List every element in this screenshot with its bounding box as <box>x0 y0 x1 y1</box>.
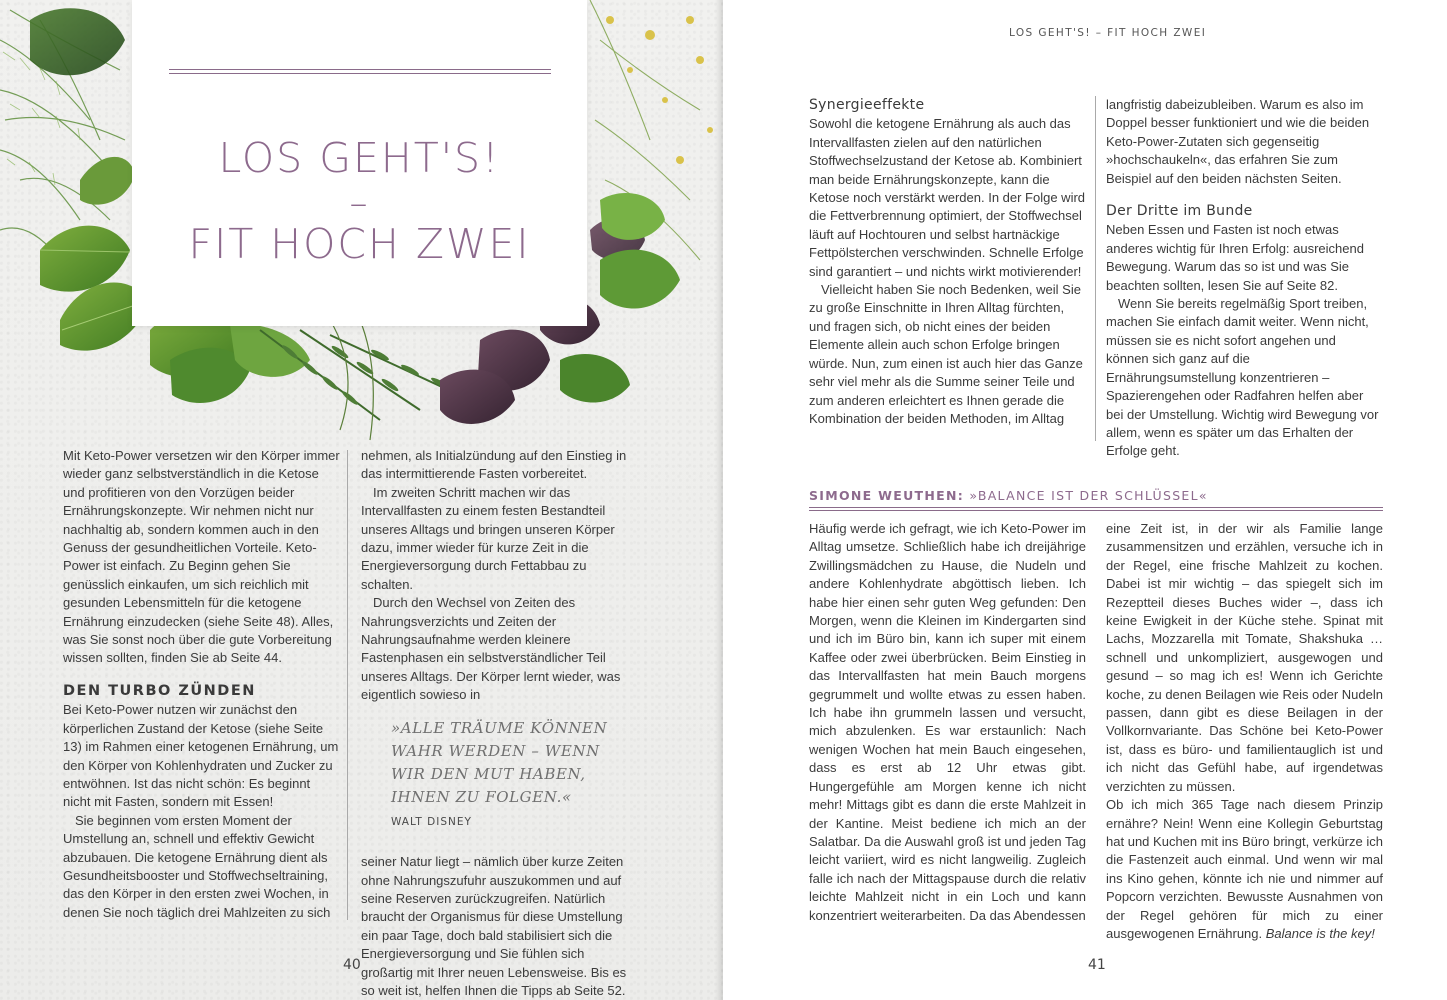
right-column-1 <box>809 96 1087 428</box>
paragraph: Sie beginnen vom ersten Moment der Umstellung an, schnell und effektiv Gewicht abzubauen. Die ketogene Ernährung dient als Gesundheitsbooster und Stoffwechseltraining, das den Körper in den ersten zwei Wochen, in denen Sie noch täglich drei Mahlzeiten zu sich <box>63 812 331 920</box>
subheading-synergy: Synergieeffekte <box>809 97 925 113</box>
paragraph-text: Ob ich mich 365 Tage nach diesem Prinzip ernähre? Nein! Wenn eine Kollegin Geburtstag hat und Kuchen mit ins Büro bringt, verkürze ich die Fastenzeit auch einmal. Und wenn wir mal ins Kino gehen, könnte ich nie und nimmer auf Popcorn verzichten. Bewusste Ausnahmen von der Regel gehören für mich zu einer ausgewogenen Ernährung. <box>1106 797 1383 941</box>
paragraph: Sowohl die ketogene Ernährung als auch das Intervallfasten zielen auf den natürlichen Stoffwechselzustand der Ketose ab. Kombiniert man beide Ernährungskonzepte, kann die Ketose noch verstärkt werden. In der Folge wird die Fettverbrennung optimiert, der Stoffwechsel läuft auf Hochtouren und selbst hartnäckige Fettpölsterchen verschwinden. Schnelle Erfolge sind garantiert – und nichts wirkt motivierender! <box>809 116 1086 279</box>
chapter-title-card <box>132 0 587 326</box>
box-author: SIMONE WEUTHEN: <box>809 488 965 503</box>
paragraph: Wenn Sie bereits regelmäßig Sport treiben, machen Sie einfach damit weiter. Wenn nicht, müssen sie es nicht sofort angehen und können sich ganz auf die Ernährungsumstellung konzentrieren – Spazierengehen oder Radfahren helfen aber bei der Umstellung. Wichtig wird Bewegung vor allem, wenn es später um das Erhalten der Erfolge geht. <box>1106 296 1379 459</box>
box-column-2 <box>1106 520 1383 943</box>
page-number-left: 40 <box>343 957 361 973</box>
box-heading <box>809 488 1383 503</box>
left-page <box>0 0 723 1000</box>
paragraph: Im zweiten Schritt machen wir das Intervallfasten zu einem festen Bestandteil unseres Alltags und bringen unseren Körper dazu, immer wieder für kurze Zeit in die Energieversorgung durch Fettabbau zu schalten. <box>361 484 615 592</box>
section-heading-turbo: DEN TURBO ZÜNDEN <box>63 682 256 699</box>
paragraph: nehmen, als Initialzündung auf den Einstieg in das intermittierende Fasten vorbereitet. <box>361 448 627 482</box>
right-column-2 <box>1106 96 1382 461</box>
paragraph: Neben Essen und Fasten ist noch etwas anderes wichtig für Ihren Erfolg: ausreichend Bewegung. Warum das so ist und was Sie beachten sollten, lesen Sie auf Seite 82. <box>1106 222 1364 293</box>
box-column-1 <box>809 520 1086 925</box>
left-column-2 <box>361 447 637 1000</box>
paragraph: Häufig werde ich gefragt, wie ich Keto-Power im Alltag umsetze. Schließlich habe ich dreijährige Zwillingsmädchen zu Hause, die Nudeln und andere Kohlenhydrate abgöttisch lieben. Ich habe hier einen sehr guten Weg gefunden: Den Morgen, wenn die Kleinen im Kindergarten sind und ich im Büro bin, kann ich super mit einem Kaffee oder zwei überbrücken. Beim Einstieg in das Intervallfasten hat mein Bauch morgens gegrummelt und wollte etwas zu essen haben. Ich habe ihn grummeln lassen und versucht, mich abzulenken. Es war erstaunlich: Nach wenigen Wochen hat mein Bauch eingesehen, dass es erst ab 12 Uhr etwas gibt. Hungergefühle am Morgen kenne ich nicht mehr! Mittags gibt es dann die erste Mahlzeit in der Kantine. Meist bediene ich mich an der Salatbar. Da die Auswahl groß ist und jeden Tag leicht variiert, wird es nicht langweilig. Zugleich falle ich nach der Mittagspause durch die relativ leichte Mahlzeit nicht in ein Loch und kann konzentriert weiterarbeiten. Da das Abendessen <box>809 521 1086 923</box>
running-head: LOS GEHT'S! – FIT HOCH ZWEI <box>1009 27 1207 39</box>
paragraph: Bei Keto-Power nutzen wir zunächst den körperlichen Zustand der Ketose (siehe Seite 13) im Rahmen einer ketogenen Ernährung, um den Körper von Kohlenhydraten und Zucker zu entwöhnen. Ist das nicht schön: Es beginnt nicht mit Fasten, sondern mit Essen! <box>63 702 339 810</box>
title-double-rule <box>169 69 551 74</box>
quote-author: WALT DISNEY <box>391 815 472 828</box>
paragraph: Vielleicht haben Sie noch Bedenken, weil Sie zu große Einschnitte in Ihren Alltag fürchten, und fragen sich, ob nicht eines der beiden Elemente allein auch schon Erfolge bringen würde. Nun, zum einen ist auch hier das Ganze sehr viel mehr als die Summe seiner Teile und zum anderen erleichtert es Ihnen gerade die Kombination der beiden Methoden, im Alltag <box>809 282 1083 426</box>
intro-paragraph: Mit Keto-Power versetzen wir den Körper immer wieder ganz selbstverständlich in die Ketose und profitieren von den Vorzügen beider Ernährungskonzepte. Wir nehmen nicht nur nachhaltig ab, sondern kommen auch in den Genuss der gesundheitlichen Vorteile. Keto-Power ist einfach. Zu Beginn gehen Sie genüsslich einkaufen, um sich reichlich mit gesunden Lebensmitteln für die ketogene Ernährung einzudecken (siehe Seite 48). Alles, was Sie sonst noch über die gute Vorbereitung wissen sollten, finden Sie ab Seite 44. <box>63 448 340 666</box>
paragraph: eine Zeit ist, in der wir als Familie lange zusammensitzen und erzählen, versuche ich in der Regel, eine frische Mahlzeit zu kochen. Dabei ist mir wichtig – das spiegelt sich im Rezeptteil dieses Buches wider –, dass ich keine Ewigkeit in der Küche stehe. Spinat mit Lachs, Mozzarella mit Tomate, Shakshuka … schnell und unkompliziert, ausgewogen und gesund – so mag ich es! Wenn ich Gerichte koche, zu denen Beilagen wie Reis oder Nudeln passen, dann gibt es diese Beilagen in der Vollkornvariante. Das Schöne bei Keto-Power ist, dass es büro- und familientauglich ist und ich nicht das Gefühl habe, auf irgendetwas verzichten zu müssen. <box>1106 521 1383 794</box>
paragraph: Durch den Wechsel von Zeiten des Nahrungsverzichts und Zeiten der Nahrungsaufnahme werden kleinere Fastenphasen ein selbstverständlicher Teil unseres Alltags. Der Körper lernt wieder, was eigentlich sowieso in <box>361 595 621 703</box>
box-double-rule <box>809 507 1383 511</box>
paragraph <box>1106 796 1383 943</box>
paragraph: langfristig dabeizubleiben. Warum es also im Doppel besser funktioniert und wie die beiden Keto-Power-Zutaten sich gegenseitig »hochschaukeln«, das erfahren Sie zum Beispiel auf den beiden nächsten Seiten. <box>1106 97 1370 186</box>
closing-phrase: Balance is the key! <box>1265 925 1375 941</box>
column-divider <box>347 450 348 920</box>
left-column-1 <box>63 447 341 922</box>
page-number-right: 41 <box>1088 957 1106 973</box>
box-title: »BALANCE IST DER SCHLÜSSEL« <box>964 488 1208 503</box>
chapter-title-line2: FIT HOCH ZWEI <box>188 220 531 268</box>
column-divider <box>1095 96 1096 441</box>
chapter-title-dash: – <box>349 183 370 224</box>
paragraph: seiner Natur liegt – nämlich über kurze Zeiten ohne Nahrungszufuhr auszukommen und auf seine Reserven zurückzugreifen. Natürlich braucht der Organismus für diese Umstellung ein paar Tage, doch bald stabilisiert sich die Energieversorgung und Sie fühlen sich großartig mit Ihrer neuen Lebensweise. Bis es so weit ist, helfen Ihnen die Tipps ab Seite 52. <box>361 854 627 998</box>
chapter-title-line1: LOS GEHT'S! <box>218 134 501 182</box>
pull-quote: »ALLE TRÄUME KÖNNEN WAHR WERDEN – WENN WIR DEN MUT HABEN, IHNEN ZU FOLGEN.« <box>391 718 608 806</box>
subheading-third: Der Dritte im Bunde <box>1106 203 1253 220</box>
